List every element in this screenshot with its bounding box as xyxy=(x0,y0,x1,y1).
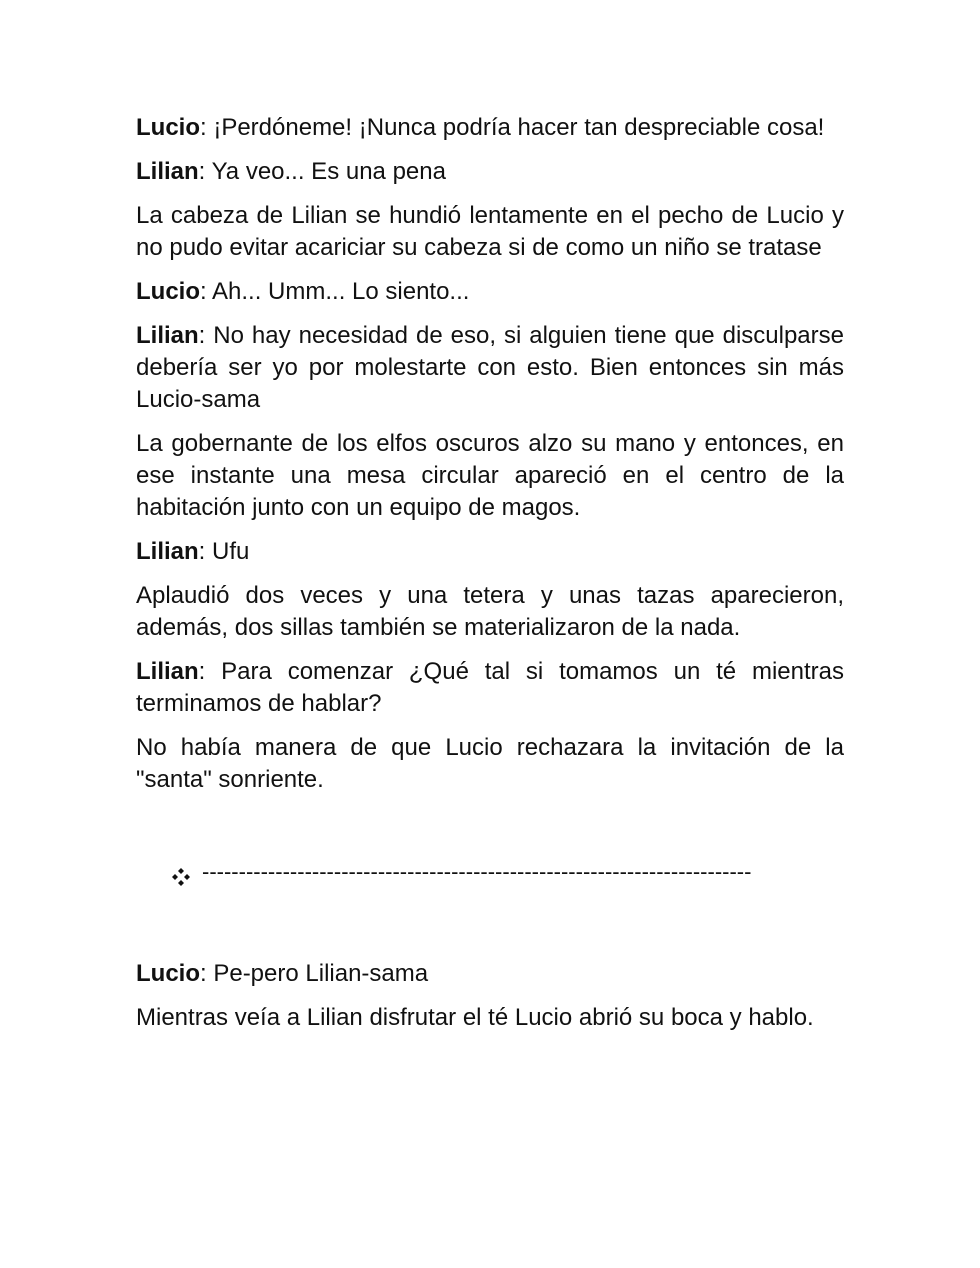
speaker-name: Lilian xyxy=(136,658,199,685)
dialogue-paragraph xyxy=(136,536,844,568)
dialogue-text: : ¡Perdóneme! ¡Nunca podría hacer tan despreciable cosa! xyxy=(200,114,825,141)
document-page xyxy=(136,112,844,1046)
speaker-name: Lucio xyxy=(136,960,200,987)
narration-paragraph: La cabeza de Lilian se hundió lentamente en el pecho de Lucio y no pudo evitar acariciar su cabeza si de como un niño se tratase xyxy=(136,202,844,261)
dialogue-paragraph xyxy=(136,320,844,416)
dialogue-text: : Ya veo... Es una pena xyxy=(198,158,446,185)
scene-separator xyxy=(172,856,844,888)
dialogue-paragraph xyxy=(136,156,844,188)
four-diamond-bullet-icon xyxy=(172,863,190,881)
narration-paragraph: No había manera de que Lucio rechazara la invitación de la "santa" sonriente. xyxy=(136,734,844,793)
speaker-name: Lucio xyxy=(136,114,200,141)
dialogue-text: : Ufu xyxy=(198,538,250,565)
speaker-name: Lilian xyxy=(136,538,199,565)
separator-dashes: --------------------------------------------------------------------------- xyxy=(202,859,752,884)
dialogue-paragraph xyxy=(136,276,844,308)
narration-paragraph: La gobernante de los elfos oscuros alzo su mano y entonces, en ese instante una mesa circular apareció en el centro de la habitación junto con un equipo de magos. xyxy=(136,430,844,521)
dialogue-paragraph xyxy=(136,656,844,720)
dialogue-paragraph xyxy=(136,112,844,144)
dialogue-paragraph xyxy=(136,958,844,990)
dialogue-text: : No hay necesidad de eso, si alguien tiene que disculparse debería ser yo por molestarte con esto. Bien entonces sin más Lucio-sama xyxy=(136,322,844,413)
speaker-name: Lucio xyxy=(136,278,200,305)
speaker-name: Lilian xyxy=(136,158,199,185)
dialogue-text: : Ah... Umm... Lo siento... xyxy=(200,278,470,305)
dialogue-text: : Pe-pero Lilian-sama xyxy=(200,960,429,987)
speaker-name: Lilian xyxy=(136,322,199,349)
dialogue-text: : Para comenzar ¿Qué tal si tomamos un té mientras terminamos de hablar? xyxy=(136,658,844,717)
narration-paragraph: Aplaudió dos veces y una tetera y unas tazas aparecieron, además, dos sillas también se materializaron de la nada. xyxy=(136,582,844,641)
narration-paragraph: Mientras veía a Lilian disfrutar el té Lucio abrió su boca y hablo. xyxy=(136,1004,814,1031)
